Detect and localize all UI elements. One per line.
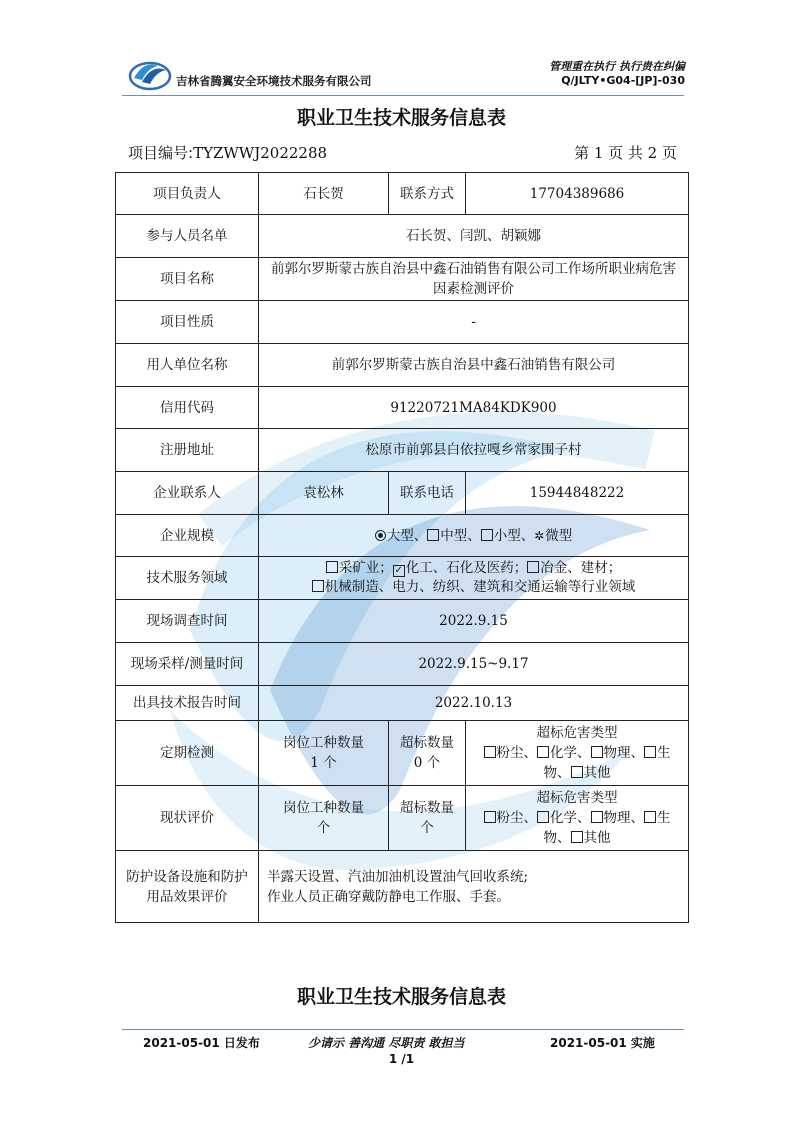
- protection-label: 防护设备设施和防护用品效果评价: [116, 851, 259, 923]
- employer-value: 前郭尔罗斯蒙古族自治县中鑫石油销售有限公司: [259, 344, 689, 387]
- periodic-posts-label: 岗位工种数量: [283, 735, 364, 751]
- survey-time-value: 2022.9.15: [259, 600, 689, 643]
- address-label: 注册地址: [116, 429, 259, 472]
- row-address: [116, 429, 689, 472]
- status-other-label: 其他: [583, 830, 611, 846]
- implement-date: 2021-05-01 实施: [550, 1036, 655, 1050]
- leader-value: 石长贺: [259, 173, 389, 215]
- sampling-time-label: 现场采样/测量时间: [116, 643, 259, 686]
- status-posts-label: 岗位工种数量: [283, 800, 364, 816]
- members-value: 石长贺、闫凯、胡颖娜: [259, 215, 689, 258]
- periodic-dust-checkbox: [484, 746, 496, 758]
- domain-label: 技术服务领域: [116, 557, 259, 600]
- protection-line-2: 作业人员正确穿戴防静电工作服、手套。: [267, 888, 510, 905]
- contact-label: 联系方式: [389, 173, 466, 215]
- domain-chemical-label: 化工、石化及医药；: [405, 560, 528, 576]
- row-domain: [116, 557, 689, 600]
- header-divider: [122, 95, 684, 96]
- protection-value: [259, 851, 689, 923]
- row-enterprise-contact: [116, 472, 689, 515]
- periodic-bio-checkbox: [644, 746, 656, 758]
- scale-micro-label: 微型: [545, 527, 573, 544]
- row-leader: [116, 173, 689, 215]
- status-physical-label: 物理、: [603, 810, 644, 826]
- scale-small-label: 小型、: [493, 527, 535, 544]
- credit-label: 信用代码: [116, 387, 259, 429]
- document-title: 职业卫生技术服务信息表: [296, 107, 506, 129]
- status-dust-checkbox: [484, 811, 496, 823]
- leader-label: 项目负责人: [116, 173, 259, 215]
- row-sampling-time: [116, 643, 689, 686]
- status-hazard-cell: [466, 786, 689, 851]
- periodic-chemical-label: 化学、: [550, 745, 591, 761]
- row-nature: [116, 301, 689, 344]
- second-page-title: 职业卫生技术服务信息表: [296, 986, 506, 1008]
- status-chemical-checkbox: [537, 811, 549, 823]
- periodic-hazard-line-1: [471, 743, 683, 763]
- status-posts-cell: [259, 786, 389, 851]
- nature-label: 项目性质: [116, 301, 259, 344]
- protection-line-1: 半露天设置、汽油加油机设置油气回收系统;: [267, 868, 529, 885]
- scale-large-label: 大型、: [386, 527, 428, 544]
- status-hazard-title: 超标危害类型: [536, 790, 618, 806]
- scale-options: [259, 515, 689, 557]
- scale-large-radio: [375, 530, 386, 541]
- report-time-label: 出具技术报告时间: [116, 686, 259, 721]
- domain-chemical-checkbox-checked: ✓: [394, 565, 403, 576]
- status-bio-label: 生: [657, 810, 671, 826]
- periodic-other-checkbox: [571, 766, 583, 778]
- row-employer: [116, 344, 689, 387]
- page-info: 第 1 页 共 2 页: [574, 144, 677, 162]
- status-other-checkbox: [571, 831, 583, 843]
- survey-time-label: 现场调查时间: [116, 600, 259, 643]
- periodic-posts-value: 1 个: [310, 755, 337, 771]
- status-hazard-line-1: [471, 808, 683, 828]
- status-bio-checkbox: [644, 811, 656, 823]
- status-exceed-cell: [389, 786, 466, 851]
- scale-micro-gear-icon: ✲: [534, 528, 545, 543]
- domain-options: [259, 557, 689, 600]
- status-label: 现状评价: [116, 786, 259, 851]
- domain-mining-label: 采矿业；: [338, 560, 393, 576]
- row-scale: [116, 515, 689, 557]
- scale-medium-label: 中型、: [440, 527, 481, 544]
- status-exceed-value: 个: [420, 820, 434, 836]
- nature-value: -: [259, 301, 689, 344]
- domain-machinery-checkbox: [312, 580, 324, 592]
- company-motto: 管理重在执行 执行贵在纠偏: [549, 60, 685, 73]
- status-posts-value: 个: [316, 820, 331, 836]
- footer-divider: [122, 1029, 684, 1030]
- periodic-label: 定期检测: [116, 721, 259, 786]
- company-name: 吉林省腾翼安全环境技术服务有限公司: [176, 74, 372, 88]
- status-physical-checkbox: [591, 811, 603, 823]
- status-exceed-label: 超标数量: [400, 800, 454, 816]
- row-periodic: [116, 721, 689, 786]
- row-protection: [116, 851, 689, 923]
- domain-machinery-label: 机械制造、电力、纺织、建筑和交通运输等行业领域: [324, 579, 636, 595]
- phone-label: 联系电话: [389, 472, 466, 515]
- project-name-label: 项目名称: [116, 258, 259, 301]
- row-status: [116, 786, 689, 851]
- periodic-physical-checkbox: [591, 746, 603, 758]
- periodic-exceed-label: 超标数量: [400, 735, 454, 751]
- project-number-value: TYZWWJ2022288: [193, 144, 328, 162]
- periodic-posts-cell: [259, 721, 389, 786]
- employer-label: 用人单位名称: [116, 344, 259, 387]
- sampling-time-value: 2022.9.15~9.17: [259, 643, 689, 686]
- scale-medium-checkbox: [427, 529, 439, 541]
- periodic-chemical-checkbox: [537, 746, 549, 758]
- row-members: [116, 215, 689, 258]
- scale-small-checkbox: [481, 529, 493, 541]
- enterprise-contact-label: 企业联系人: [116, 472, 259, 515]
- status-hazard-line-2: [471, 828, 683, 848]
- domain-metallurgy-checkbox: [527, 561, 539, 573]
- project-number-label: 项目编号:: [128, 144, 194, 162]
- scale-label: 企业规模: [116, 515, 259, 557]
- row-project-name: [116, 258, 689, 301]
- footer-page-number: 1 /1: [388, 1052, 415, 1066]
- project-name-value: 前郭尔罗斯蒙古族自治县中鑫石油销售有限公司工作场所职业病危害因素检测评价: [259, 258, 689, 301]
- periodic-other-label: 其他: [583, 765, 611, 781]
- periodic-dust-label: 粉尘、: [496, 745, 537, 761]
- status-dust-label: 粉尘、: [496, 810, 537, 826]
- periodic-hazard-cell: [466, 721, 689, 786]
- domain-line-1: [264, 559, 683, 578]
- status-bio-label-cont: 物、: [543, 830, 571, 846]
- contact-value: 17704389686: [466, 173, 689, 215]
- credit-value: 91220721MA84KDK900: [259, 387, 689, 429]
- periodic-bio-label: 生: [657, 745, 671, 761]
- row-credit: [116, 387, 689, 429]
- address-value: 松原市前郭县白依拉嘎乡常家围子村: [259, 429, 689, 472]
- periodic-exceed-cell: [389, 721, 466, 786]
- periodic-hazard-title: 超标危害类型: [536, 725, 618, 741]
- row-survey-time: [116, 600, 689, 643]
- report-time-value: 2022.10.13: [259, 686, 689, 721]
- row-report-time: [116, 686, 689, 721]
- footer-slogan: 少请示 善沟通 尽职责 敢担当: [308, 1036, 465, 1050]
- periodic-physical-label: 物理、: [603, 745, 644, 761]
- domain-mining-checkbox: [326, 561, 338, 573]
- status-chemical-label: 化学、: [550, 810, 591, 826]
- enterprise-contact-value: 袁松林: [259, 472, 389, 515]
- company-logo: [128, 56, 172, 92]
- periodic-exceed-value: 0 个: [413, 755, 441, 771]
- domain-line-2: [264, 578, 683, 597]
- project-number: [128, 142, 327, 163]
- info-table: [115, 172, 689, 923]
- periodic-hazard-line-2: [471, 763, 683, 783]
- document-code: Q/JLTY•G04-[JP]-030: [561, 74, 685, 87]
- phone-value: 15944848222: [466, 472, 689, 515]
- publish-date: 2021-05-01 日发布: [143, 1036, 260, 1050]
- members-label: 参与人员名单: [116, 215, 259, 258]
- periodic-bio-label-cont: 物、: [543, 765, 571, 781]
- domain-metallurgy-label: 冶金、建材；: [540, 560, 622, 576]
